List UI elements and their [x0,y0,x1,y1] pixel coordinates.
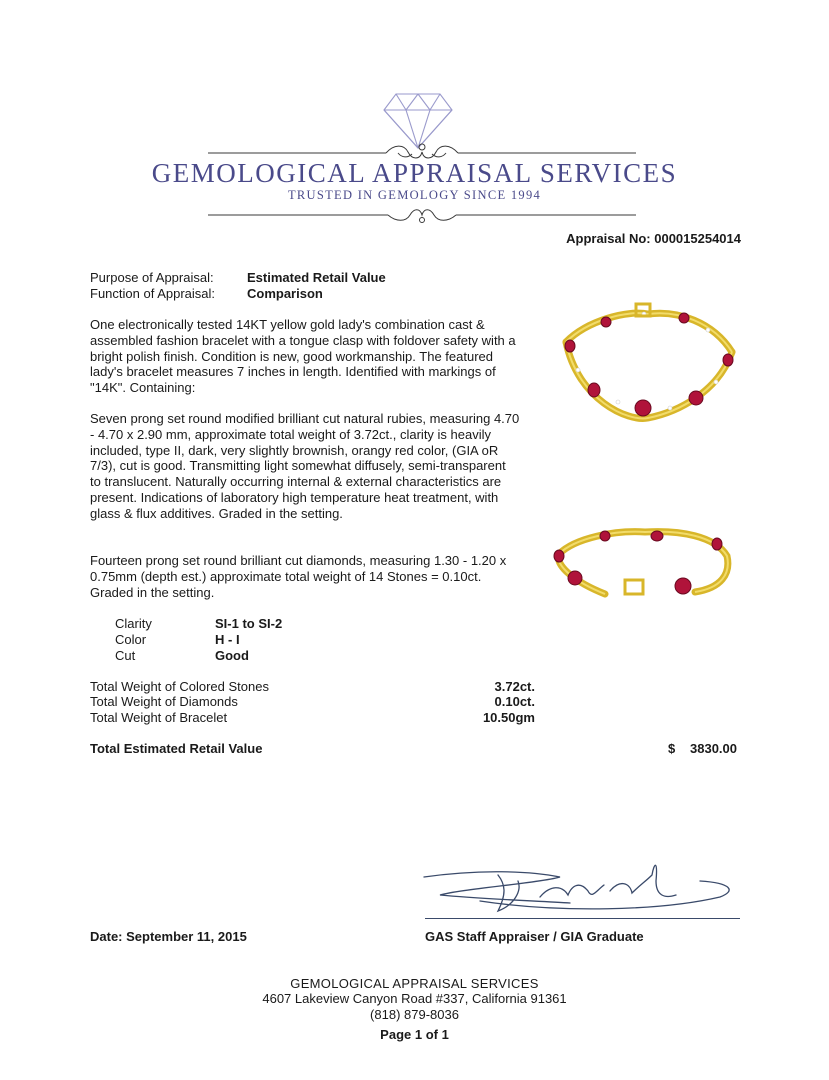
purpose-label: Purpose of Appraisal: [90,270,214,285]
retail-value-label: Total Estimated Retail Value [90,741,263,756]
footer-address: 4607 Lakeview Canyon Road #337, California 91361 [262,991,567,1006]
diamond-description: Fourteen prong set round brilliant cut diamonds, measuring 1.30 - 1.20 x 0.75mm (depth est.) approximate total weight of 14 Stones = 0.10ct. Graded in the setting. [90,553,507,600]
ruby-description: Seven prong set round modified brilliant cut natural rubies, measuring 4.70 - 4.70 x 2.90 mm, approximate total weight of 3.72ct., clarity is heavily included, type II, dark, very slightly brownish, orangy red color, (GIA oR 7/3), cut is good. Transmitting light somewhat diffusely, semi-transparent to translucent. Naturally occurring internal & external characteristics are present. Indications of laboratory high temperature heat treatment, with glass & flux additives. Graded in the setting. [90,411,520,521]
footer-company: GEMOLOGICAL APPRAISAL SERVICES [290,976,539,991]
appraisal-date: Date: September 11, 2015 [90,929,247,944]
footer-phone: (818) 879-8036 [370,1007,459,1022]
ornament-divider-bottom [208,204,636,226]
color-label: Color [115,632,147,647]
appraiser-title: GAS Staff Appraiser / GIA Graduate [425,929,644,944]
appraisal-number: Appraisal No: 000015254014 [566,231,741,246]
function-label: Function of Appraisal: [90,286,216,301]
bracelet-weight-label: Total Weight of Bracelet [90,710,228,725]
bracelet-photo-closed [548,300,744,436]
company-tagline: TRUSTED IN GEMOLOGY SINCE 1994 [287,188,542,202]
retail-value-currency: $ [668,741,676,756]
retail-value-amount: 3830.00 [690,741,737,756]
bracelet-description: One electronically tested 14KT yellow gold lady's combination cast & assembled fashion bracelet with a tongue clasp with foldover safety with a bright polish finish. Condition is new, good workmanship. The featured lady's bracelet measures 7 inches in length. Identified with markings of "14K". Containing: [90,317,516,396]
appraiser-signature [420,855,742,925]
colored-stones-weight-value: 3.72ct. [494,679,535,694]
diamonds-weight-value: 0.10ct. [494,694,535,709]
cut-value: Good [215,648,249,663]
company-title: GEMOLOGICAL APPRAISAL SERVICES [151,158,678,188]
clarity-value: SI-1 to SI-2 [215,616,283,631]
signature-line [425,918,740,919]
colored-stones-weight-label: Total Weight of Colored Stones [90,679,269,694]
bracelet-photo-open [545,522,741,614]
color-value: H - I [215,632,240,647]
page-number: Page 1 of 1 [380,1027,449,1042]
bracelet-weight-value: 10.50gm [482,710,535,725]
clarity-label: Clarity [115,616,152,631]
cut-label: Cut [115,648,136,663]
purpose-value: Estimated Retail Value [247,270,386,285]
diamonds-weight-label: Total Weight of Diamonds [90,694,238,709]
function-value: Comparison [247,286,323,301]
